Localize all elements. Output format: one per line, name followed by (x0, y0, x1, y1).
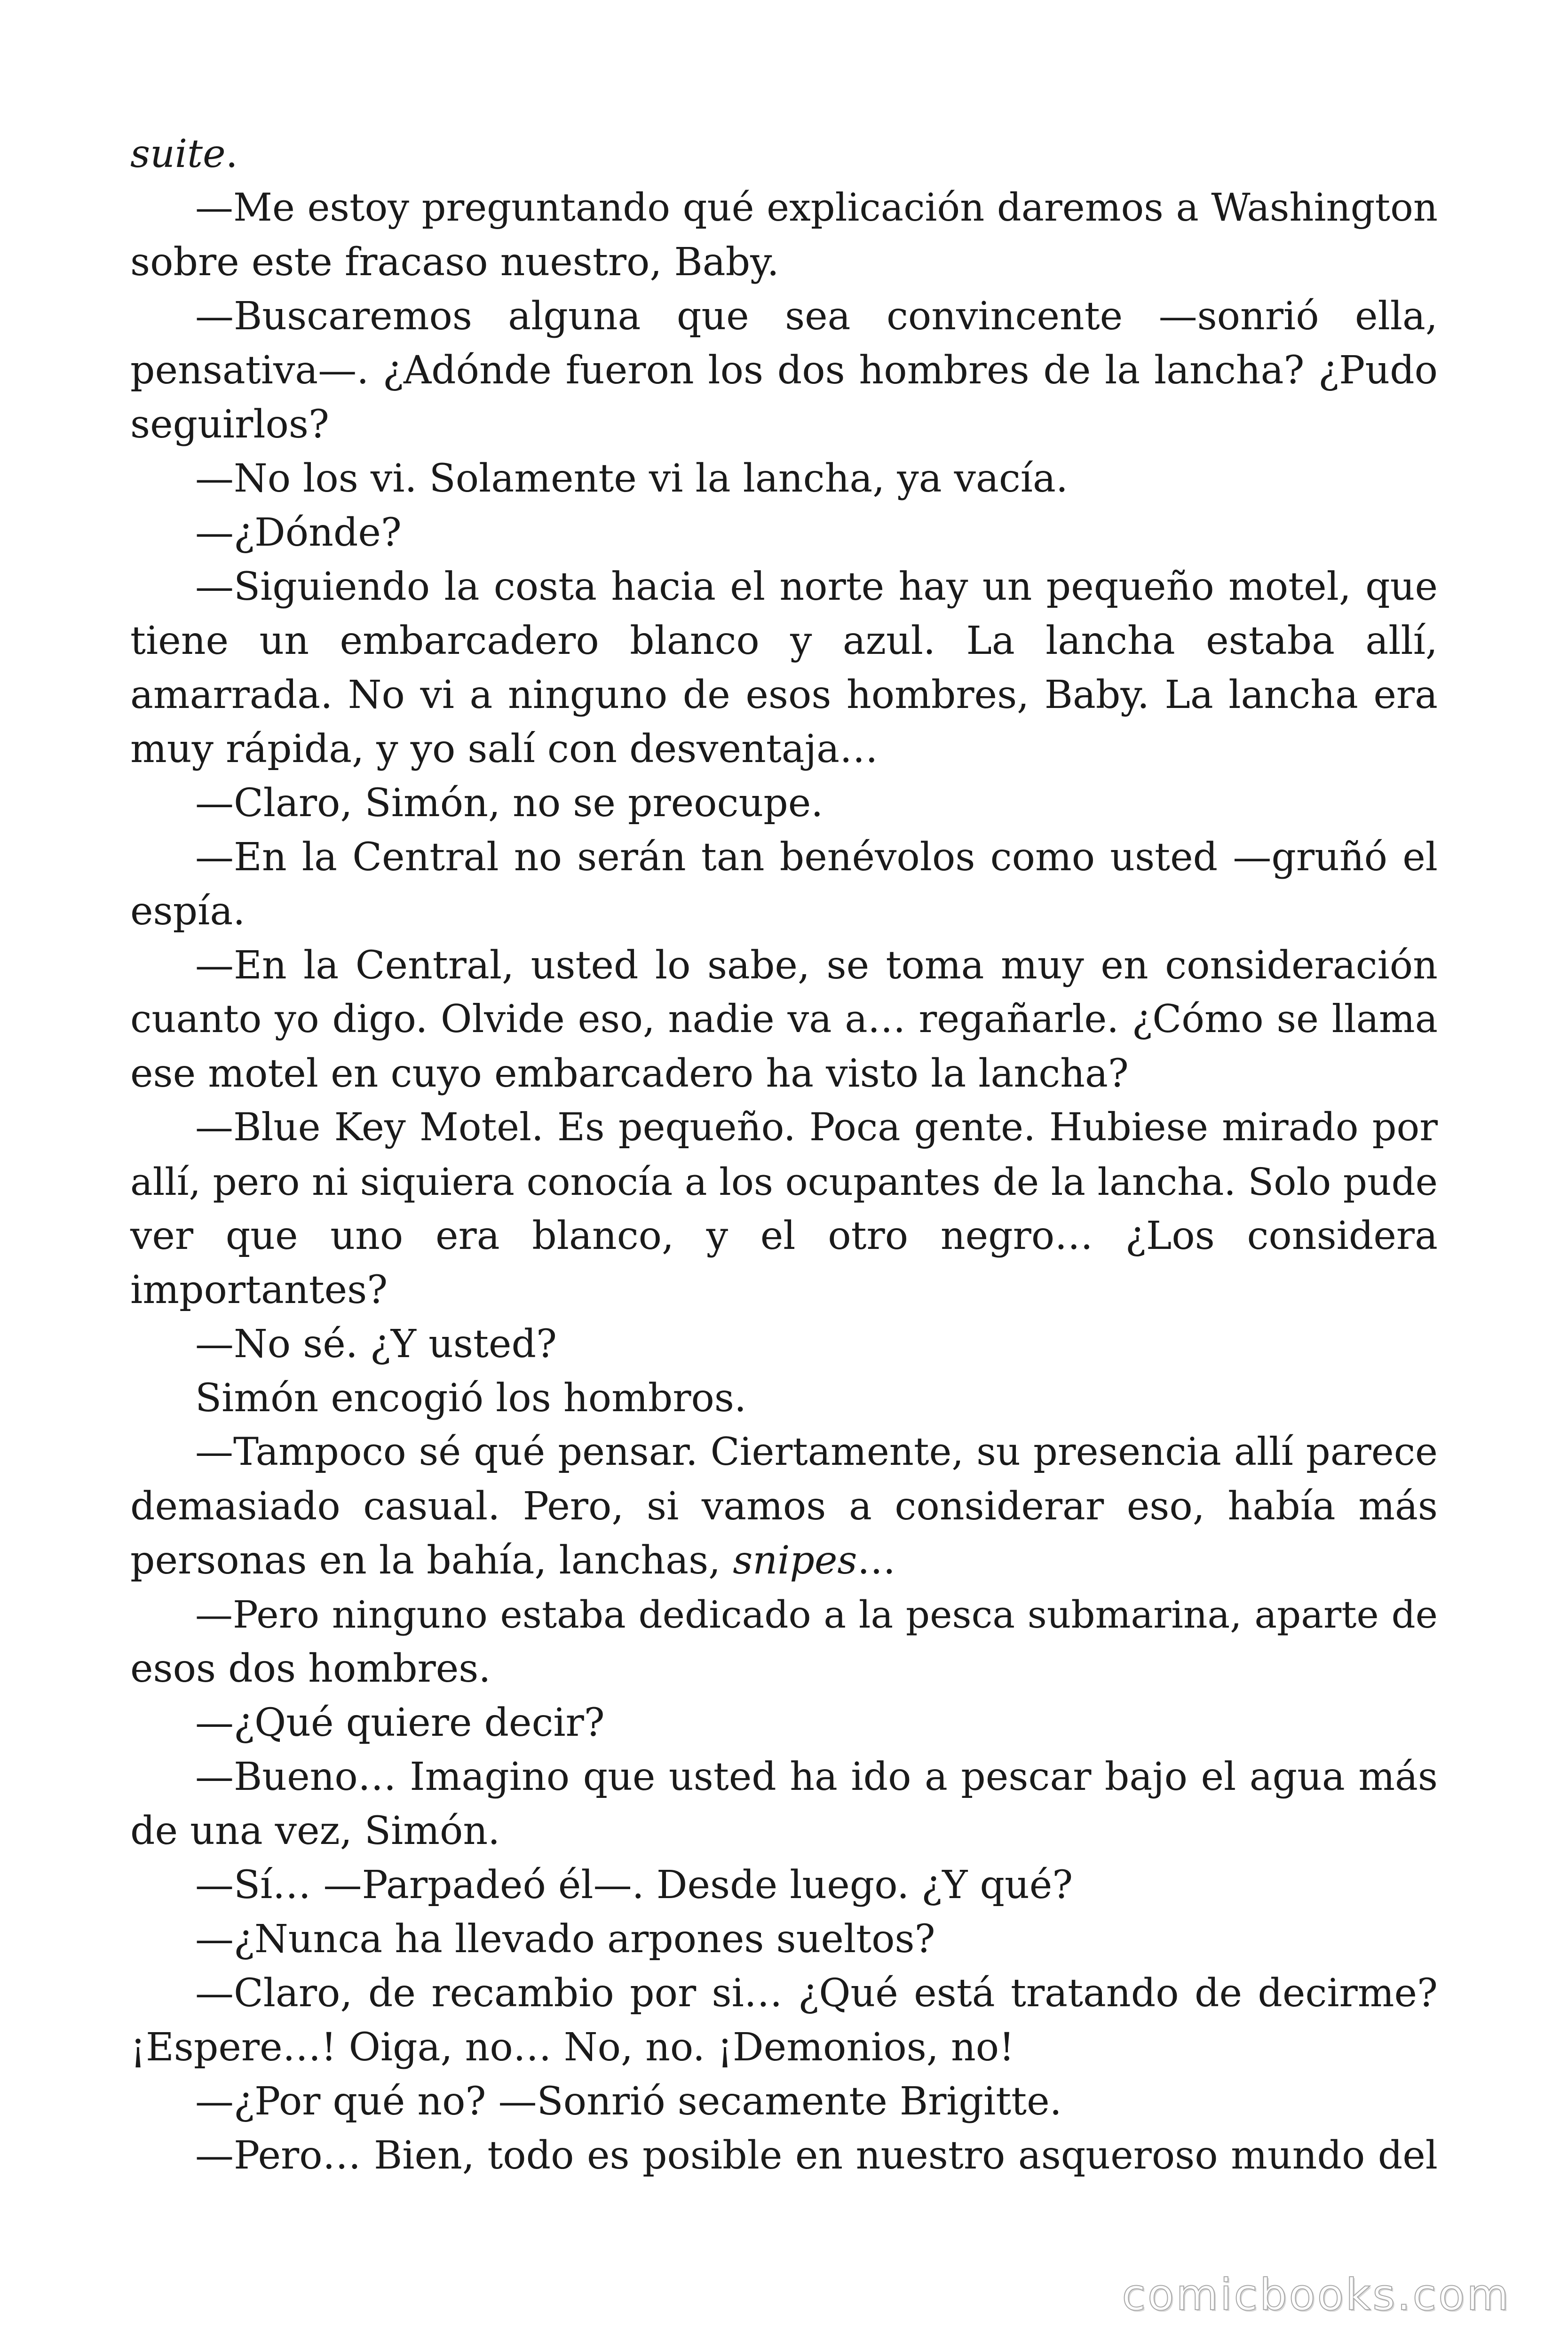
text-run: —Claro, de recambio por si… ¿Qué está tratando de decirme? (195, 1971, 1438, 2016)
text-line (130, 1966, 1438, 2020)
text-line (130, 1317, 1438, 1371)
text-line (130, 1750, 1438, 1804)
text-line (130, 127, 1438, 181)
text-run: —Buscaremos alguna que sea convincente —sonrió ella, (195, 294, 1438, 339)
text-line (130, 2129, 1438, 2183)
text-line (130, 1642, 1438, 1696)
text-line (130, 2074, 1438, 2129)
text-run: —Pero… Bien, todo es posible en nuestro asqueroso mundo del (195, 2133, 1438, 2178)
text-line (130, 235, 1438, 289)
text-run: importantes? (130, 1268, 388, 1312)
text-line (130, 343, 1438, 397)
text-run: sobre este fracaso nuestro, Baby. (130, 240, 779, 285)
text-run: —¿Qué quiere decir? (195, 1700, 605, 1745)
watermark: comicbooks.com (1122, 2270, 1511, 2320)
text-line (130, 397, 1438, 452)
text-run: … (857, 1538, 896, 1583)
text-line (130, 452, 1438, 506)
text-run: tiene un embarcadero blanco y azul. La lancha estaba allí, (130, 619, 1438, 663)
text-run: —Bueno… Imagino que usted ha ido a pescar bajo el agua más (195, 1755, 1438, 1799)
text-run: —Me estoy preguntando qué explicación daremos a Washington (195, 186, 1438, 230)
text-run: ese motel en cuyo embarcadero ha visto la lancha? (130, 1051, 1129, 1096)
text-line (130, 614, 1438, 668)
text-run: —¿Dónde? (195, 510, 402, 555)
text-run: de una vez, Simón. (130, 1809, 500, 1853)
text-line (130, 1425, 1438, 1479)
text-run: allí, pero ni siquiera conocía a los ocupantes de la lancha. Solo pude (130, 1160, 1438, 1204)
text-line (130, 1858, 1438, 1912)
text-run: amarrada. No vi a ninguno de esos hombres, Baby. La lancha era (130, 673, 1438, 717)
text-run: pensativa—. ¿Adónde fueron los dos hombres de la lancha? ¿Pudo (130, 348, 1438, 393)
page-text (130, 127, 1438, 2183)
text-line (130, 1155, 1438, 1209)
text-line (130, 181, 1438, 235)
text-line (130, 884, 1438, 938)
text-line (130, 1101, 1438, 1155)
text-line (130, 1371, 1438, 1425)
italic-text: snipes (733, 1538, 857, 1583)
italic-text: suite (130, 132, 226, 176)
text-run: muy rápida, y yo salí con desventaja… (130, 727, 878, 771)
text-run: —Siguiendo la costa hacia el norte hay un pequeño motel, que (195, 564, 1438, 609)
text-run: ¡Espere…! Oiga, no… No, no. ¡Demonios, no! (130, 2025, 1015, 2070)
text-line (130, 993, 1438, 1047)
text-run: esos dos hombres. (130, 1646, 491, 1691)
text-line (130, 1047, 1438, 1101)
text-run: ver que uno era blanco, y el otro negro… ¿Los considera (130, 1214, 1438, 1258)
text-run: —Sí… —Parpadeó él—. Desde luego. ¿Y qué? (195, 1863, 1073, 1907)
text-run: demasiado casual. Pero, si vamos a considerar eso, había más (130, 1484, 1438, 1529)
text-run: seguirlos? (130, 402, 329, 447)
text-line (130, 1479, 1438, 1534)
text-run: —Claro, Simón, no se preocupe. (195, 781, 824, 826)
text-run: Simón encogió los hombros. (195, 1376, 747, 1421)
text-line (130, 289, 1438, 343)
text-line (130, 1804, 1438, 1858)
text-run: —En la Central, usted lo sabe, se toma muy en consideración (195, 943, 1438, 988)
text-run: —En la Central no serán tan benévolos como usted —gruñó el (195, 835, 1438, 880)
text-run: espía. (130, 889, 245, 934)
text-line (130, 560, 1438, 614)
text-line (130, 1912, 1438, 1966)
text-line (130, 1263, 1438, 1317)
text-line (130, 1588, 1438, 1642)
text-line (130, 1696, 1438, 1750)
text-line (130, 938, 1438, 993)
text-run: . (225, 132, 238, 176)
text-run: cuanto yo digo. Olvide eso, nadie va a… regañarle. ¿Cómo se llama (130, 997, 1438, 1041)
text-line (130, 506, 1438, 560)
text-line (130, 830, 1438, 884)
text-line (130, 1534, 1438, 1588)
text-line (130, 1209, 1438, 1263)
text-run: —¿Nunca ha llevado arpones sueltos? (195, 1917, 935, 1962)
text-run: personas en la bahía, lanchas, (130, 1538, 733, 1583)
text-run: —No sé. ¿Y usted? (195, 1322, 557, 1367)
text-line (130, 668, 1438, 722)
text-line (130, 2020, 1438, 2074)
text-run: —Blue Key Motel. Es pequeño. Poca gente. Hubiese mirado por (195, 1105, 1438, 1150)
text-run: —¿Por qué no? —Sonrió secamente Brigitte. (195, 2079, 1062, 2124)
text-line (130, 722, 1438, 776)
text-run: —Pero ninguno estaba dedicado a la pesca submarina, aparte de (195, 1593, 1438, 1637)
text-run: —Tampoco sé qué pensar. Ciertamente, su presencia allí parece (195, 1430, 1438, 1474)
text-line (130, 776, 1438, 830)
text-run: —No los vi. Solamente vi la lancha, ya vacía. (195, 456, 1068, 501)
